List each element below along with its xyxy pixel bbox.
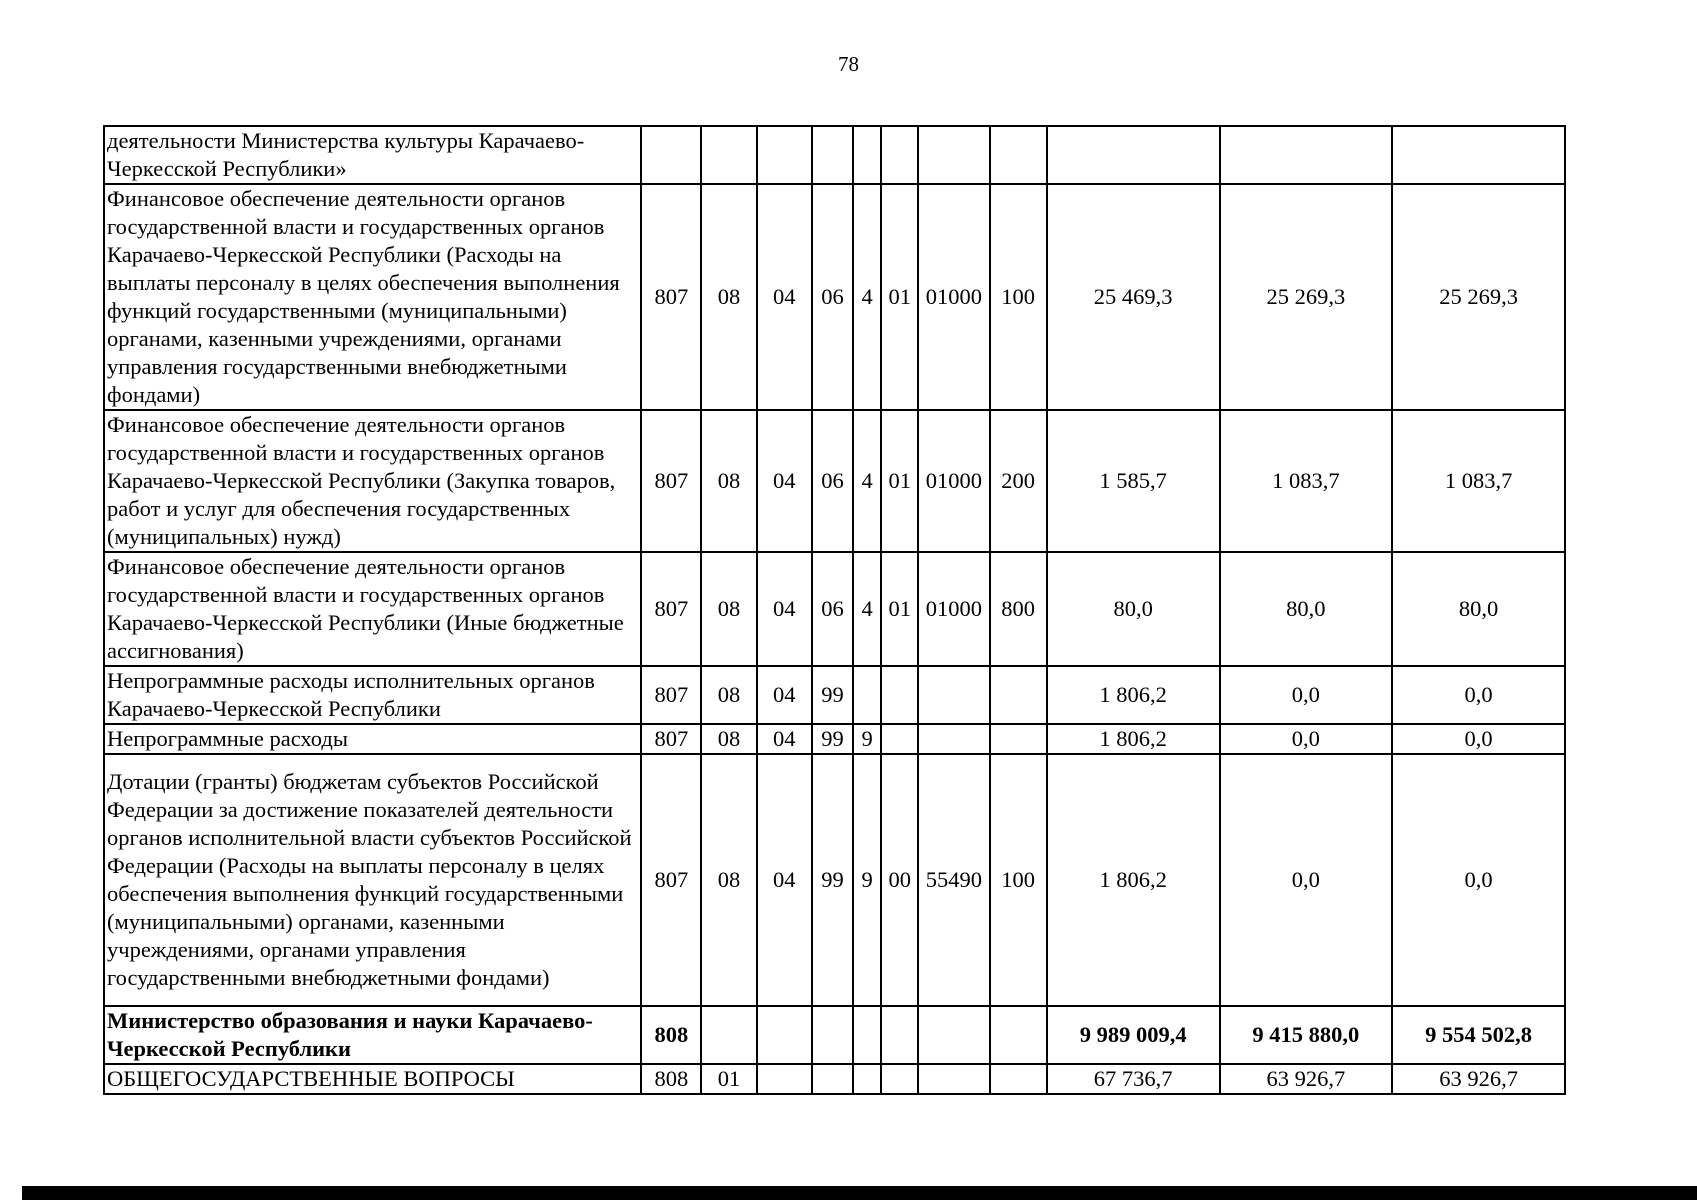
row-name: деятельности Министерства культуры Карачаево-Черкесской Республики» [104,126,641,184]
code-expense-type [990,1006,1047,1064]
amount-year-2: 25 269,3 [1220,184,1393,410]
amount-year-3: 0,0 [1392,724,1565,754]
row-name: Непрограммные расходы исполнительных органов Карачаево-Черкесской Республики [104,666,641,724]
code-subprogram: 4 [853,552,881,666]
code-admin: 807 [641,552,701,666]
code-event [881,1006,918,1064]
code-program [812,1006,853,1064]
code-section [701,1006,756,1064]
code-subprogram [853,126,881,184]
code-direction: 01000 [918,552,989,666]
code-expense-type: 100 [990,184,1047,410]
amount-year-2 [1220,126,1393,184]
code-subprogram: 4 [853,184,881,410]
table-row [104,754,1565,1006]
table-row [104,1064,1565,1094]
amount-year-1: 1 806,2 [1047,754,1220,1006]
code-program [812,1064,853,1094]
code-program: 06 [812,410,853,552]
code-section: 08 [701,184,756,410]
code-expense-type [990,126,1047,184]
table-row [104,184,1565,410]
code-expense-type [990,666,1047,724]
amount-year-3: 9 554 502,8 [1392,1006,1565,1064]
code-program: 06 [812,552,853,666]
code-subsection: 04 [757,724,812,754]
code-section: 01 [701,1064,756,1094]
amount-year-3 [1392,126,1565,184]
row-name: Непрограммные расходы [104,724,641,754]
code-subsection [757,1064,812,1094]
code-direction [918,1006,989,1064]
amount-year-1: 9 989 009,4 [1047,1006,1220,1064]
table-row [104,410,1565,552]
code-admin: 807 [641,666,701,724]
page-number: 78 [838,52,859,76]
code-expense-type: 800 [990,552,1047,666]
code-event [881,724,918,754]
code-event [881,1064,918,1094]
amount-year-2: 9 415 880,0 [1220,1006,1393,1064]
amount-year-2: 63 926,7 [1220,1064,1393,1094]
table-row [104,126,1565,184]
amount-year-3: 80,0 [1392,552,1565,666]
code-direction [918,1064,989,1094]
code-direction: 55490 [918,754,989,1006]
amount-year-3: 1 083,7 [1392,410,1565,552]
scan-bottom-border [22,1186,1697,1200]
code-subprogram [853,666,881,724]
code-subprogram [853,1006,881,1064]
table-row [104,1006,1565,1064]
code-expense-type: 100 [990,754,1047,1006]
amount-year-2: 1 083,7 [1220,410,1393,552]
amount-year-3: 25 269,3 [1392,184,1565,410]
code-subprogram: 9 [853,754,881,1006]
code-section: 08 [701,754,756,1006]
amount-year-1: 1 806,2 [1047,666,1220,724]
code-admin: 808 [641,1064,701,1094]
amount-year-1: 1 585,7 [1047,410,1220,552]
code-subsection: 04 [757,666,812,724]
code-subsection: 04 [757,410,812,552]
code-program [812,126,853,184]
amount-year-1: 80,0 [1047,552,1220,666]
amount-year-1: 1 806,2 [1047,724,1220,754]
amount-year-1: 67 736,7 [1047,1064,1220,1094]
code-subsection [757,1006,812,1064]
amount-year-2: 0,0 [1220,666,1393,724]
code-program: 06 [812,184,853,410]
code-event: 01 [881,552,918,666]
amount-year-2: 80,0 [1220,552,1393,666]
code-admin: 807 [641,184,701,410]
table-row [104,666,1565,724]
amount-year-2: 0,0 [1220,754,1393,1006]
code-subsection: 04 [757,754,812,1006]
budget-table [103,125,1566,1095]
table-row [104,724,1565,754]
code-section: 08 [701,666,756,724]
code-expense-type [990,1064,1047,1094]
code-subsection: 04 [757,552,812,666]
code-direction: 01000 [918,184,989,410]
code-direction: 01000 [918,410,989,552]
code-program: 99 [812,754,853,1006]
code-admin: 808 [641,1006,701,1064]
code-program: 99 [812,724,853,754]
row-name: Министерство образования и науки Карачаево-Черкесской Республики [104,1006,641,1064]
row-name: Дотации (гранты) бюджетам субъектов Российской Федерации за достижение показателей деятельности органов исполнительной власти субъектов Российской Федерации (Расходы на выплаты персоналу в целях обеспечения выполнения функций государственными (муниципальными) органами, казенными учреждениями, органами управления государственными внебюджетными фондами) [104,754,641,1006]
row-name: ОБЩЕГОСУДАРСТВЕННЫЕ ВОПРОСЫ [104,1064,641,1094]
code-event [881,666,918,724]
row-name: Финансовое обеспечение деятельности органов государственной власти и государственных органов Карачаево-Черкесской Республики (Закупка товаров, работ и услуг для обеспечения государственных (муниципальных) нужд) [104,410,641,552]
code-admin: 807 [641,410,701,552]
code-admin: 807 [641,724,701,754]
code-section: 08 [701,724,756,754]
code-section: 08 [701,552,756,666]
code-event: 01 [881,410,918,552]
code-expense-type: 200 [990,410,1047,552]
amount-year-1: 25 469,3 [1047,184,1220,410]
code-direction [918,666,989,724]
row-name: Финансовое обеспечение деятельности органов государственной власти и государственных органов Карачаево-Черкесской Республики (Иные бюджетные ассигнования) [104,552,641,666]
code-subsection: 04 [757,184,812,410]
code-event [881,126,918,184]
code-section: 08 [701,410,756,552]
code-event: 00 [881,754,918,1006]
amount-year-3: 0,0 [1392,754,1565,1006]
code-admin [641,126,701,184]
code-section [701,126,756,184]
row-name: Финансовое обеспечение деятельности органов государственной власти и государственных органов Карачаево-Черкесской Республики (Расходы на выплаты персоналу в целях обеспечения выполнения функций государственными (муниципальными) органами, казенными учреждениями, органами управления государственными внебюджетными фондами) [104,184,641,410]
amount-year-2: 0,0 [1220,724,1393,754]
code-program: 99 [812,666,853,724]
code-subsection [757,126,812,184]
code-subprogram: 4 [853,410,881,552]
code-subprogram [853,1064,881,1094]
amount-year-3: 0,0 [1392,666,1565,724]
code-direction [918,126,989,184]
code-admin: 807 [641,754,701,1006]
table-row [104,552,1565,666]
code-subprogram: 9 [853,724,881,754]
amount-year-1 [1047,126,1220,184]
code-event: 01 [881,184,918,410]
code-direction [918,724,989,754]
amount-year-3: 63 926,7 [1392,1064,1565,1094]
code-expense-type [990,724,1047,754]
